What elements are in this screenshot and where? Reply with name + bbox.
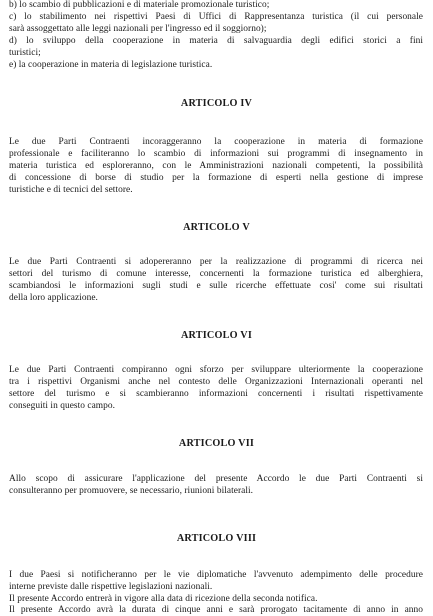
article-8-text-line: interne previste dalle rispettive legislazioni nazionali. — [9, 582, 213, 592]
list-item-e: e) la cooperazione in materia di legislazione turistica. — [9, 60, 213, 70]
article-6-heading: ARTICOLO VI — [181, 330, 252, 341]
article-4-text-line: Le due Parti Contraenti incoraggeranno la cooperazione in materia di formazione — [9, 137, 423, 147]
article-6-text-line: settore del turismo e si scambieranno informazioni concernenti i risultati rispettivamente — [9, 389, 423, 399]
list-item-d-continued: turistici; — [9, 48, 41, 58]
article-5-text-line: della loro applicazione. — [9, 293, 98, 303]
article-6-text-line: conseguiti in questo campo. — [9, 401, 116, 411]
article-5-heading: ARTICOLO V — [183, 222, 250, 233]
list-item-c-continued: sarà assoggettato alle leggi nazionali per l'ingresso ed il soggiorno); — [9, 24, 267, 34]
article-7-text-line: consulteranno per promuovere, se necessario, riunioni bilaterali. — [9, 486, 254, 496]
article-4-text-line: materia turistica ed esploreranno, con le Amministrazioni nazionali competenti, la possibilità — [9, 161, 423, 171]
article-8-text-line: Il presente Accordo entrerà in vigore alla data di ricezione della seconda notifica. — [9, 594, 318, 604]
article-8-heading: ARTICOLO VIII — [176, 533, 257, 544]
article-8-text-line: I due Paesi si notificheranno per le vie diplomatiche l'avvenuto adempimento delle procedure — [9, 570, 423, 580]
article-6-text-line: Le due Parti Contraenti compiranno ogni sforzo per sviluppare ulteriormente la cooperazione — [9, 365, 423, 375]
list-item-c: c) lo stabilimento nei rispettivi Paesi di Uffici di Rappresentanza turistica (il cui personale — [9, 12, 423, 22]
list-item-b: b) lo scambio di pubblicazioni e di materiale promozionale turistico; — [9, 0, 270, 10]
article-7-heading: ARTICOLO VII — [178, 438, 255, 449]
article-7-text-line: Allo scopo di assicurare l'applicazione del presente Accordo le due Parti Contraenti si — [9, 474, 423, 484]
article-4-text-line: professionale e faciliteranno lo scambio di informazioni sui programmi di insegnamento in — [9, 149, 423, 159]
article-5-text-line: settori del turismo di comune interesse, concernenti la formazione turistica ed alberghiera, — [9, 269, 423, 279]
article-4-text-line: di concessione di borse di studio per la formazione di esperti nella gestione di imprese — [9, 173, 423, 183]
article-4-heading: ARTICOLO IV — [180, 98, 253, 109]
article-8-text-line: Il presente Accordo avrà la durata di cinque anni e sarà prorogato tacitamente di anno in anno — [9, 605, 423, 615]
article-4-text-line: turistiche e di tecnici del settore. — [9, 185, 133, 195]
list-item-d: d) lo sviluppo della cooperazione in materia di salvaguardia degli edifici storici a fini — [9, 36, 423, 46]
article-5-text-line: Le due Parti Contraenti si adopereranno per la realizzazione di programmi di ricerca nei — [9, 257, 423, 267]
article-5-text-line: scambiandosi le informazioni sugli studi e sulle ricerche effettuate cosi' come sui risultati — [9, 281, 423, 291]
article-6-text-line: tra i rispettivi Organismi anche nel contesto delle Organizzazioni Internazionali operanti nel — [9, 377, 423, 387]
